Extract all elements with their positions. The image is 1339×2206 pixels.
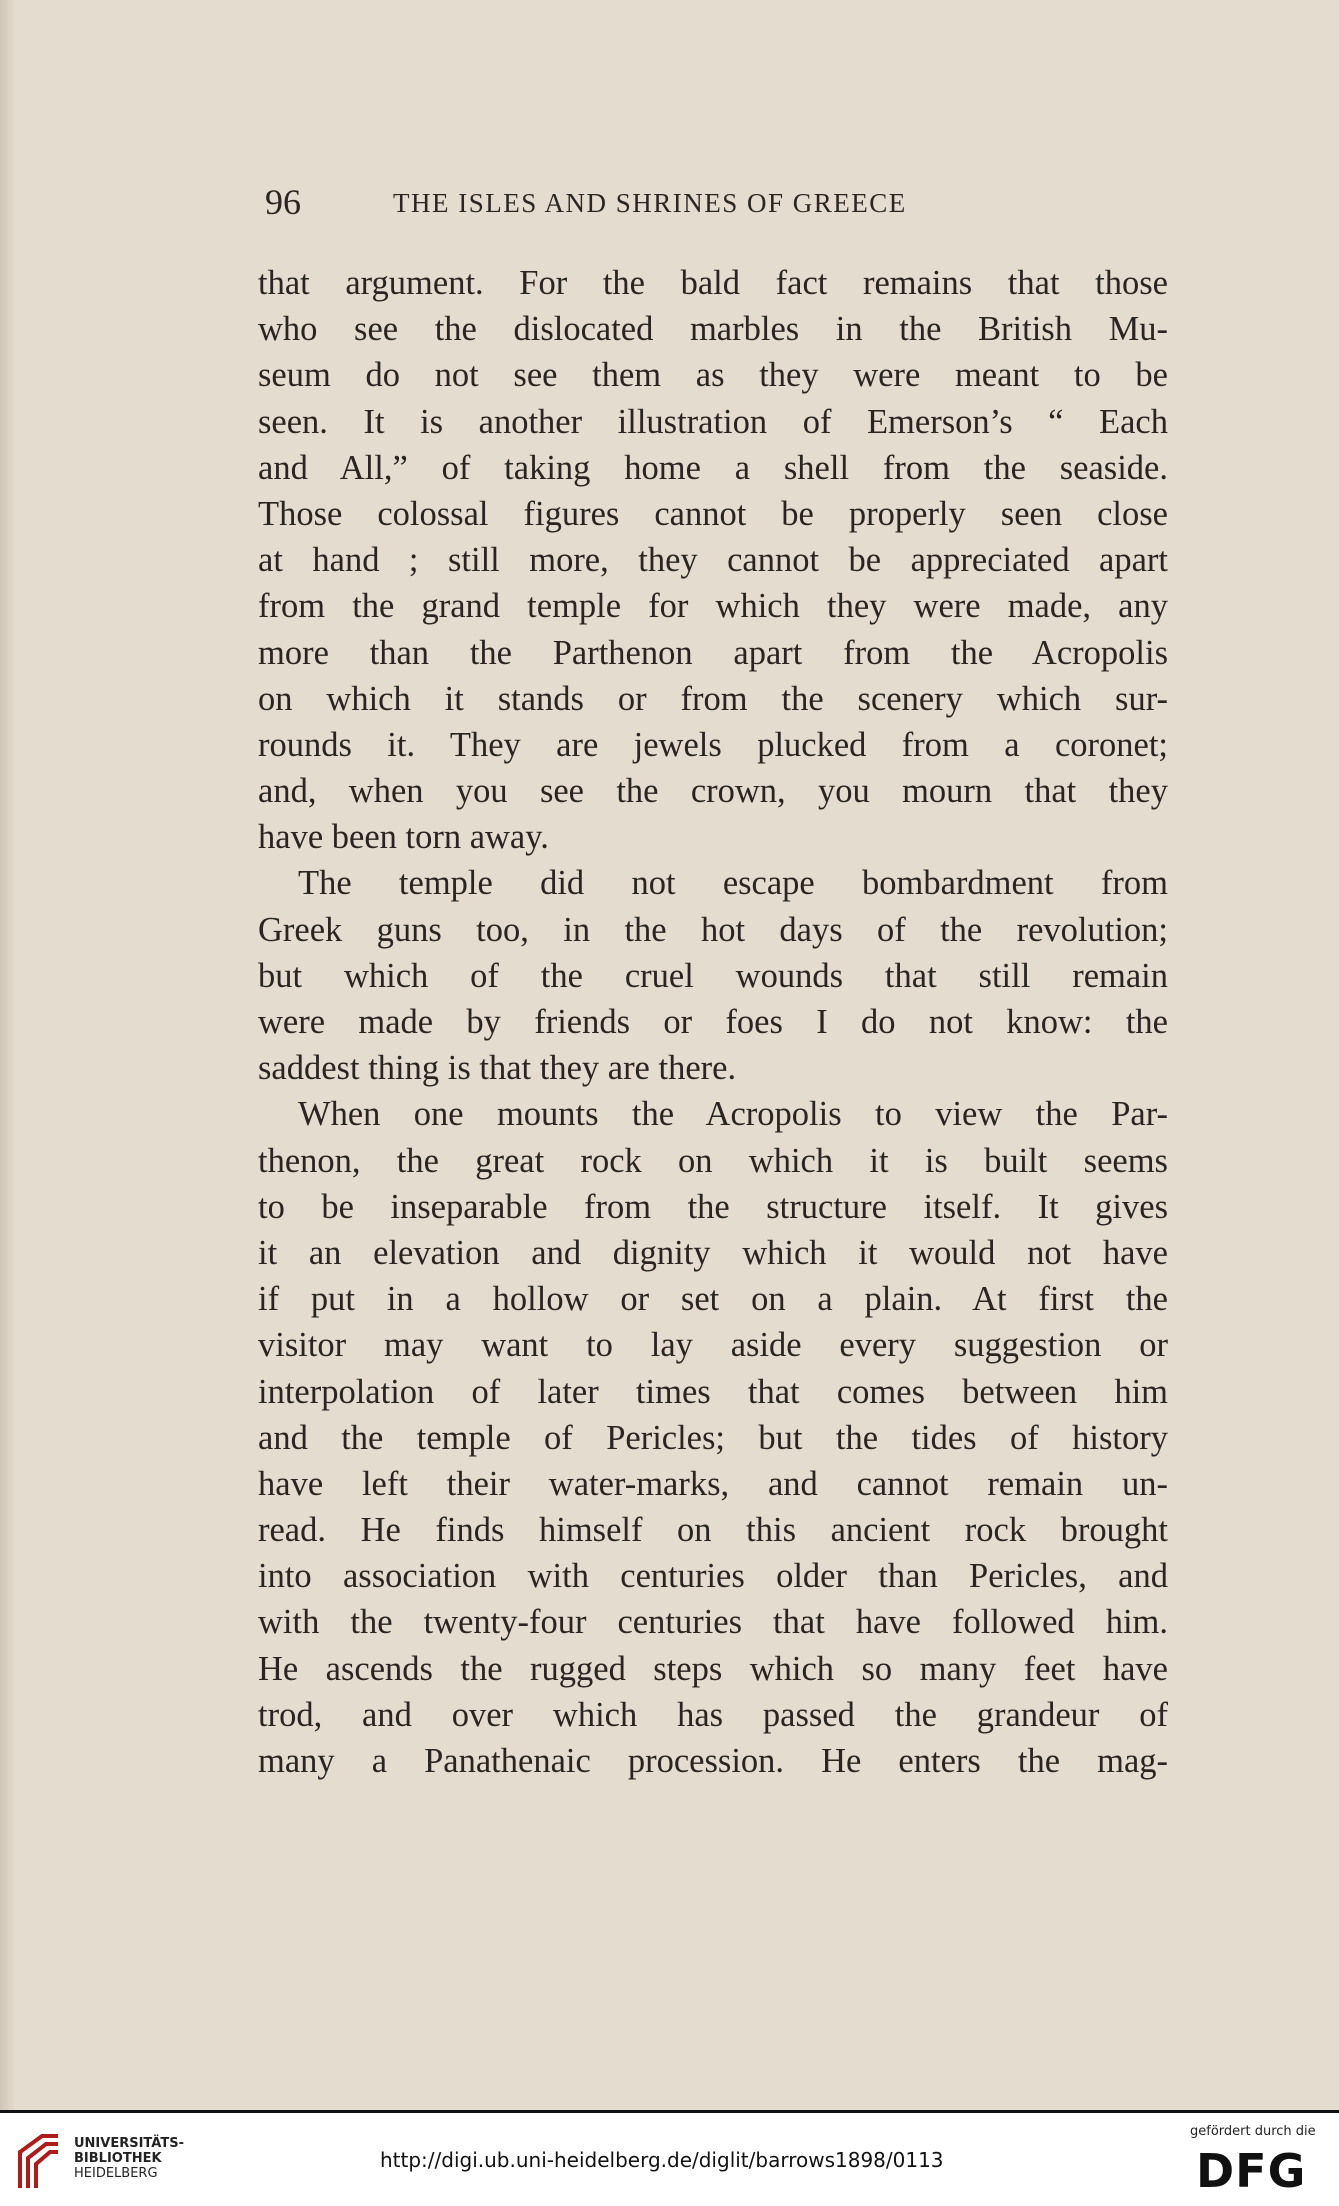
page-header [265, 182, 1065, 222]
text-line: read. He finds himself on this ancient rock brought [258, 1511, 1168, 1550]
text-line: and the temple of Pericles; but the tides of history [258, 1418, 1168, 1457]
permalink-url[interactable]: http://digi.ub.uni-heidelberg.de/diglit/barrows1898/0113 [380, 2148, 944, 2172]
text-line: with the twenty-four centuries that have followed him. [258, 1603, 1168, 1642]
text-line: have been torn away. [258, 818, 549, 857]
text-line: Those colossal figures cannot be properly seen close [258, 494, 1168, 533]
text-line: saddest thing is that they are there. [258, 1049, 737, 1088]
text-line: When one mounts the Acropolis to view the Par- [298, 1095, 1168, 1134]
running-head: THE ISLES AND SHRINES OF GREECE [393, 188, 907, 218]
text-line: who see the dislocated marbles in the British Mu- [258, 310, 1168, 349]
text-line: from the grand temple for which they were made, any [258, 587, 1168, 626]
page-edge-shadow [0, 0, 16, 2110]
library-name-line: UNIVERSITÄTS- [74, 2136, 184, 2151]
text-line: on which it stands or from the scenery which sur- [258, 679, 1168, 718]
text-line: were made by friends or foes I do not know: the [258, 1003, 1168, 1041]
text-line: and, when you see the crown, you mourn that they [258, 772, 1168, 811]
dfg-logo: DFG [1196, 2144, 1307, 2198]
text-line: seum do not see them as they were meant to be [258, 356, 1168, 395]
text-line: many a Panathenaic procession. He enters the mag- [258, 1742, 1168, 1780]
library-name [74, 2136, 184, 2181]
text-line: Greek guns too, in the hot days of the revolution; [258, 910, 1168, 949]
text-line: The temple did not escape bombardment from [298, 864, 1168, 903]
footer-divider [0, 2110, 1339, 2113]
text-line: at hand ; still more, they cannot be appreciated apart [258, 541, 1168, 580]
text-line: but which of the cruel wounds that still remain [258, 956, 1168, 995]
footer-bar [0, 2110, 1339, 2206]
funding-caption: gefördert durch die [1190, 2124, 1316, 2139]
body-text [258, 260, 1168, 1784]
text-line: rounds it. They are jewels plucked from a coronet; [258, 725, 1168, 764]
text-line: interpolation of later times that comes between him [258, 1372, 1168, 1411]
text-line: have left their water-marks, and cannot remain un- [258, 1464, 1168, 1503]
text-line: visitor may want to lay aside every suggestion or [258, 1326, 1168, 1365]
library-name-line: HEIDELBERG [74, 2166, 158, 2181]
text-line: seen. It is another illustration of Emerson’s “ Each [258, 402, 1168, 441]
text-line: thenon, the great rock on which it is built seems [258, 1141, 1168, 1180]
text-line: to be inseparable from the structure itself. It gives [258, 1187, 1168, 1226]
university-library-logo-icon [14, 2130, 64, 2192]
text-line: if put in a hollow or set on a plain. At first the [258, 1280, 1168, 1319]
text-line: that argument. For the bald fact remains that those [258, 264, 1168, 302]
text-line: more than the Parthenon apart from the Acropolis [258, 633, 1168, 672]
text-line: trod, and over which has passed the grandeur of [258, 1695, 1168, 1734]
text-line: it an elevation and dignity which it would not have [258, 1233, 1168, 1272]
page-number: 96 [265, 182, 301, 222]
text-line: into association with centuries older than Pericles, and [258, 1557, 1168, 1596]
text-line: He ascends the rugged steps which so many feet have [258, 1649, 1168, 1688]
text-line: and All,” of taking home a shell from the seaside. [258, 448, 1168, 487]
library-name-line: BIBLIOTHEK [74, 2151, 162, 2166]
